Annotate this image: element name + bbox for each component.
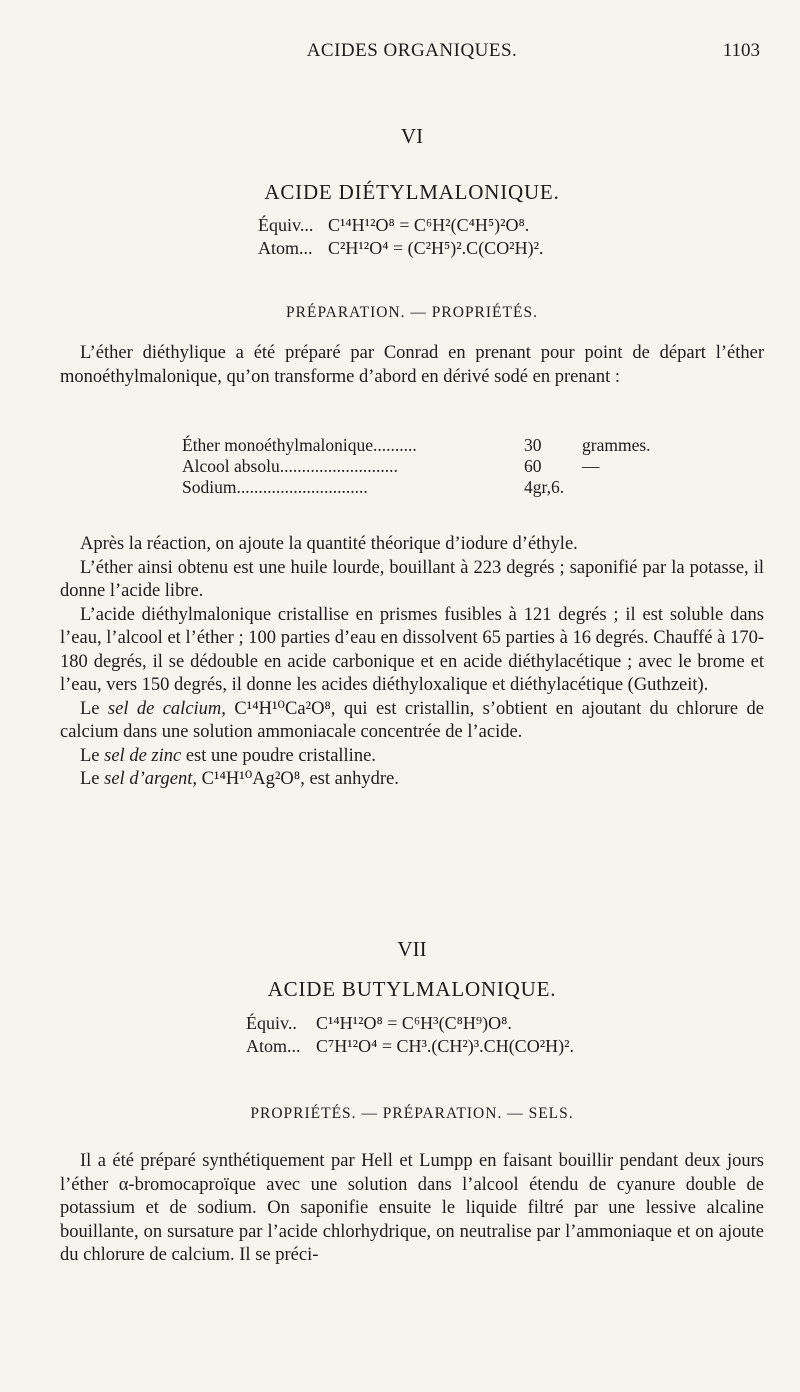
paragraph <box>60 698 764 745</box>
equiv-formula: C¹⁴H¹²O⁸ = C⁶H³(C⁸H⁹)O⁸. <box>316 1013 512 1033</box>
text-run: Le <box>80 769 105 789</box>
atom-formula: C⁷H¹²O⁴ = CH³.(CH²)³.CH(CO²H)². <box>316 1036 574 1056</box>
formula-block <box>246 1012 764 1058</box>
recipe-row <box>182 435 764 456</box>
text-run: C¹⁴H¹⁰Ag²O⁸, est anhydre. <box>196 769 399 789</box>
section-numeral: VI <box>400 124 424 148</box>
equiv-line <box>246 1012 764 1035</box>
section-numeral: VII <box>397 937 427 961</box>
paragraph <box>60 768 764 792</box>
paragraph: L’éther ainsi obtenu est une huile lourde, bouillant à 223 degrés ; saponifié par la potasse, il donne l’acide libre. <box>60 557 764 601</box>
atom-formula: C²H¹²O⁴ = (C²H⁵)².C(CO²H)². <box>328 238 544 258</box>
atom-line <box>258 237 764 260</box>
body-text <box>60 1150 764 1268</box>
running-header <box>60 40 764 70</box>
header-title: ACIDES ORGANIQUES. <box>306 40 518 61</box>
section-subheading: PRÉPARATION. — PROPRIÉTÉS. <box>286 304 538 321</box>
body-text <box>60 533 764 792</box>
paragraph-intro <box>60 342 764 389</box>
text-run: est une poudre cristalline. <box>181 745 376 766</box>
ingredient-name: Sodium.............................. <box>182 477 368 497</box>
recipe-table <box>182 435 764 498</box>
equiv-label: Équiv.. <box>246 1013 297 1033</box>
atom-label: Atom... <box>258 238 313 258</box>
paragraph: L’acide diéthylmalonique cristallise en prismes fusibles à 121 degrés ; il est soluble dans l’eau, l’alcool et l’éther ; 100 parties d’eau en dissolvent 65 parties à 16 degrés. Chauffé à 170-180 degrés, il se dédouble en acide carbonique et en acide diéthylacétique ; avec le brome et l’eau, vers 150 degrés, il donne les acides diéthyloxalique et diéthylacétique (Guthzeit). <box>60 604 764 695</box>
section-title: ACIDE DIÉTYLMALONIQUE. <box>264 180 560 204</box>
equiv-formula: C¹⁴H¹²O⁸ = C⁶H²(C⁴H⁵)²O⁸. <box>328 215 530 235</box>
section-subheading: PROPRIÉTÉS. — PRÉPARATION. — SELS. <box>250 1105 574 1122</box>
section-title: ACIDE BUTYLMALONIQUE. <box>267 977 557 1001</box>
page-number: 1103 <box>722 40 760 61</box>
paragraph: Après la réaction, on ajoute la quantité théorique d’iodure d’éthyle. <box>80 534 578 554</box>
italic-term: sel d’argent, <box>104 769 197 789</box>
text-run: C¹⁴H¹⁰Ca²O⁸, qui est cristallin, s’obtient en ajoutant du chlorure de calcium dans une solution ammoniacale concentrée de l’acide. <box>60 698 765 742</box>
recipe-row <box>182 456 764 477</box>
equiv-label: Équiv... <box>258 215 314 235</box>
text-run: Le <box>80 745 105 766</box>
recipe-row <box>182 477 764 498</box>
atom-line <box>246 1035 764 1058</box>
ingredient-quantity: 60 <box>524 456 542 476</box>
italic-term: sel de calcium, <box>107 698 226 719</box>
atom-label: Atom... <box>246 1036 301 1056</box>
equiv-line <box>258 214 764 237</box>
paragraph <box>60 745 764 769</box>
ingredient-name: Alcool absolu........................... <box>182 456 398 476</box>
ingredient-name: Éther monoéthylmalonique.......... <box>182 435 417 455</box>
ingredient-quantity: 4gr,6. <box>524 477 565 497</box>
paragraph: L’éther diéthylique a été préparé par Conrad en prenant pour point de départ l’éther monoéthylmalonique, qu’on transforme d’abord en dérivé sodé en prenant : <box>60 343 764 387</box>
ingredient-quantity: 30 <box>524 435 542 455</box>
text-run: Le <box>80 698 108 719</box>
ingredient-unit: grammes. <box>582 435 651 455</box>
formula-block <box>258 214 764 260</box>
paragraph: Il a été préparé synthétiquement par Hell et Lumpp en faisant bouillir pendant deux jours l’éther α-bromocaproïque avec une solution dans l’alcool étendu de cyanure double de potassium et de sodium. On saponifie ensuite le liquide filtré par une lessive alcaline bouillante, on sursature par l’acide chlorhydrique, on neutralise par l’ammoniaque et on ajoute du chlorure de calcium. Il se préci- <box>60 1151 764 1265</box>
italic-term: sel de zinc <box>104 745 182 766</box>
ingredient-unit: — <box>582 456 600 476</box>
